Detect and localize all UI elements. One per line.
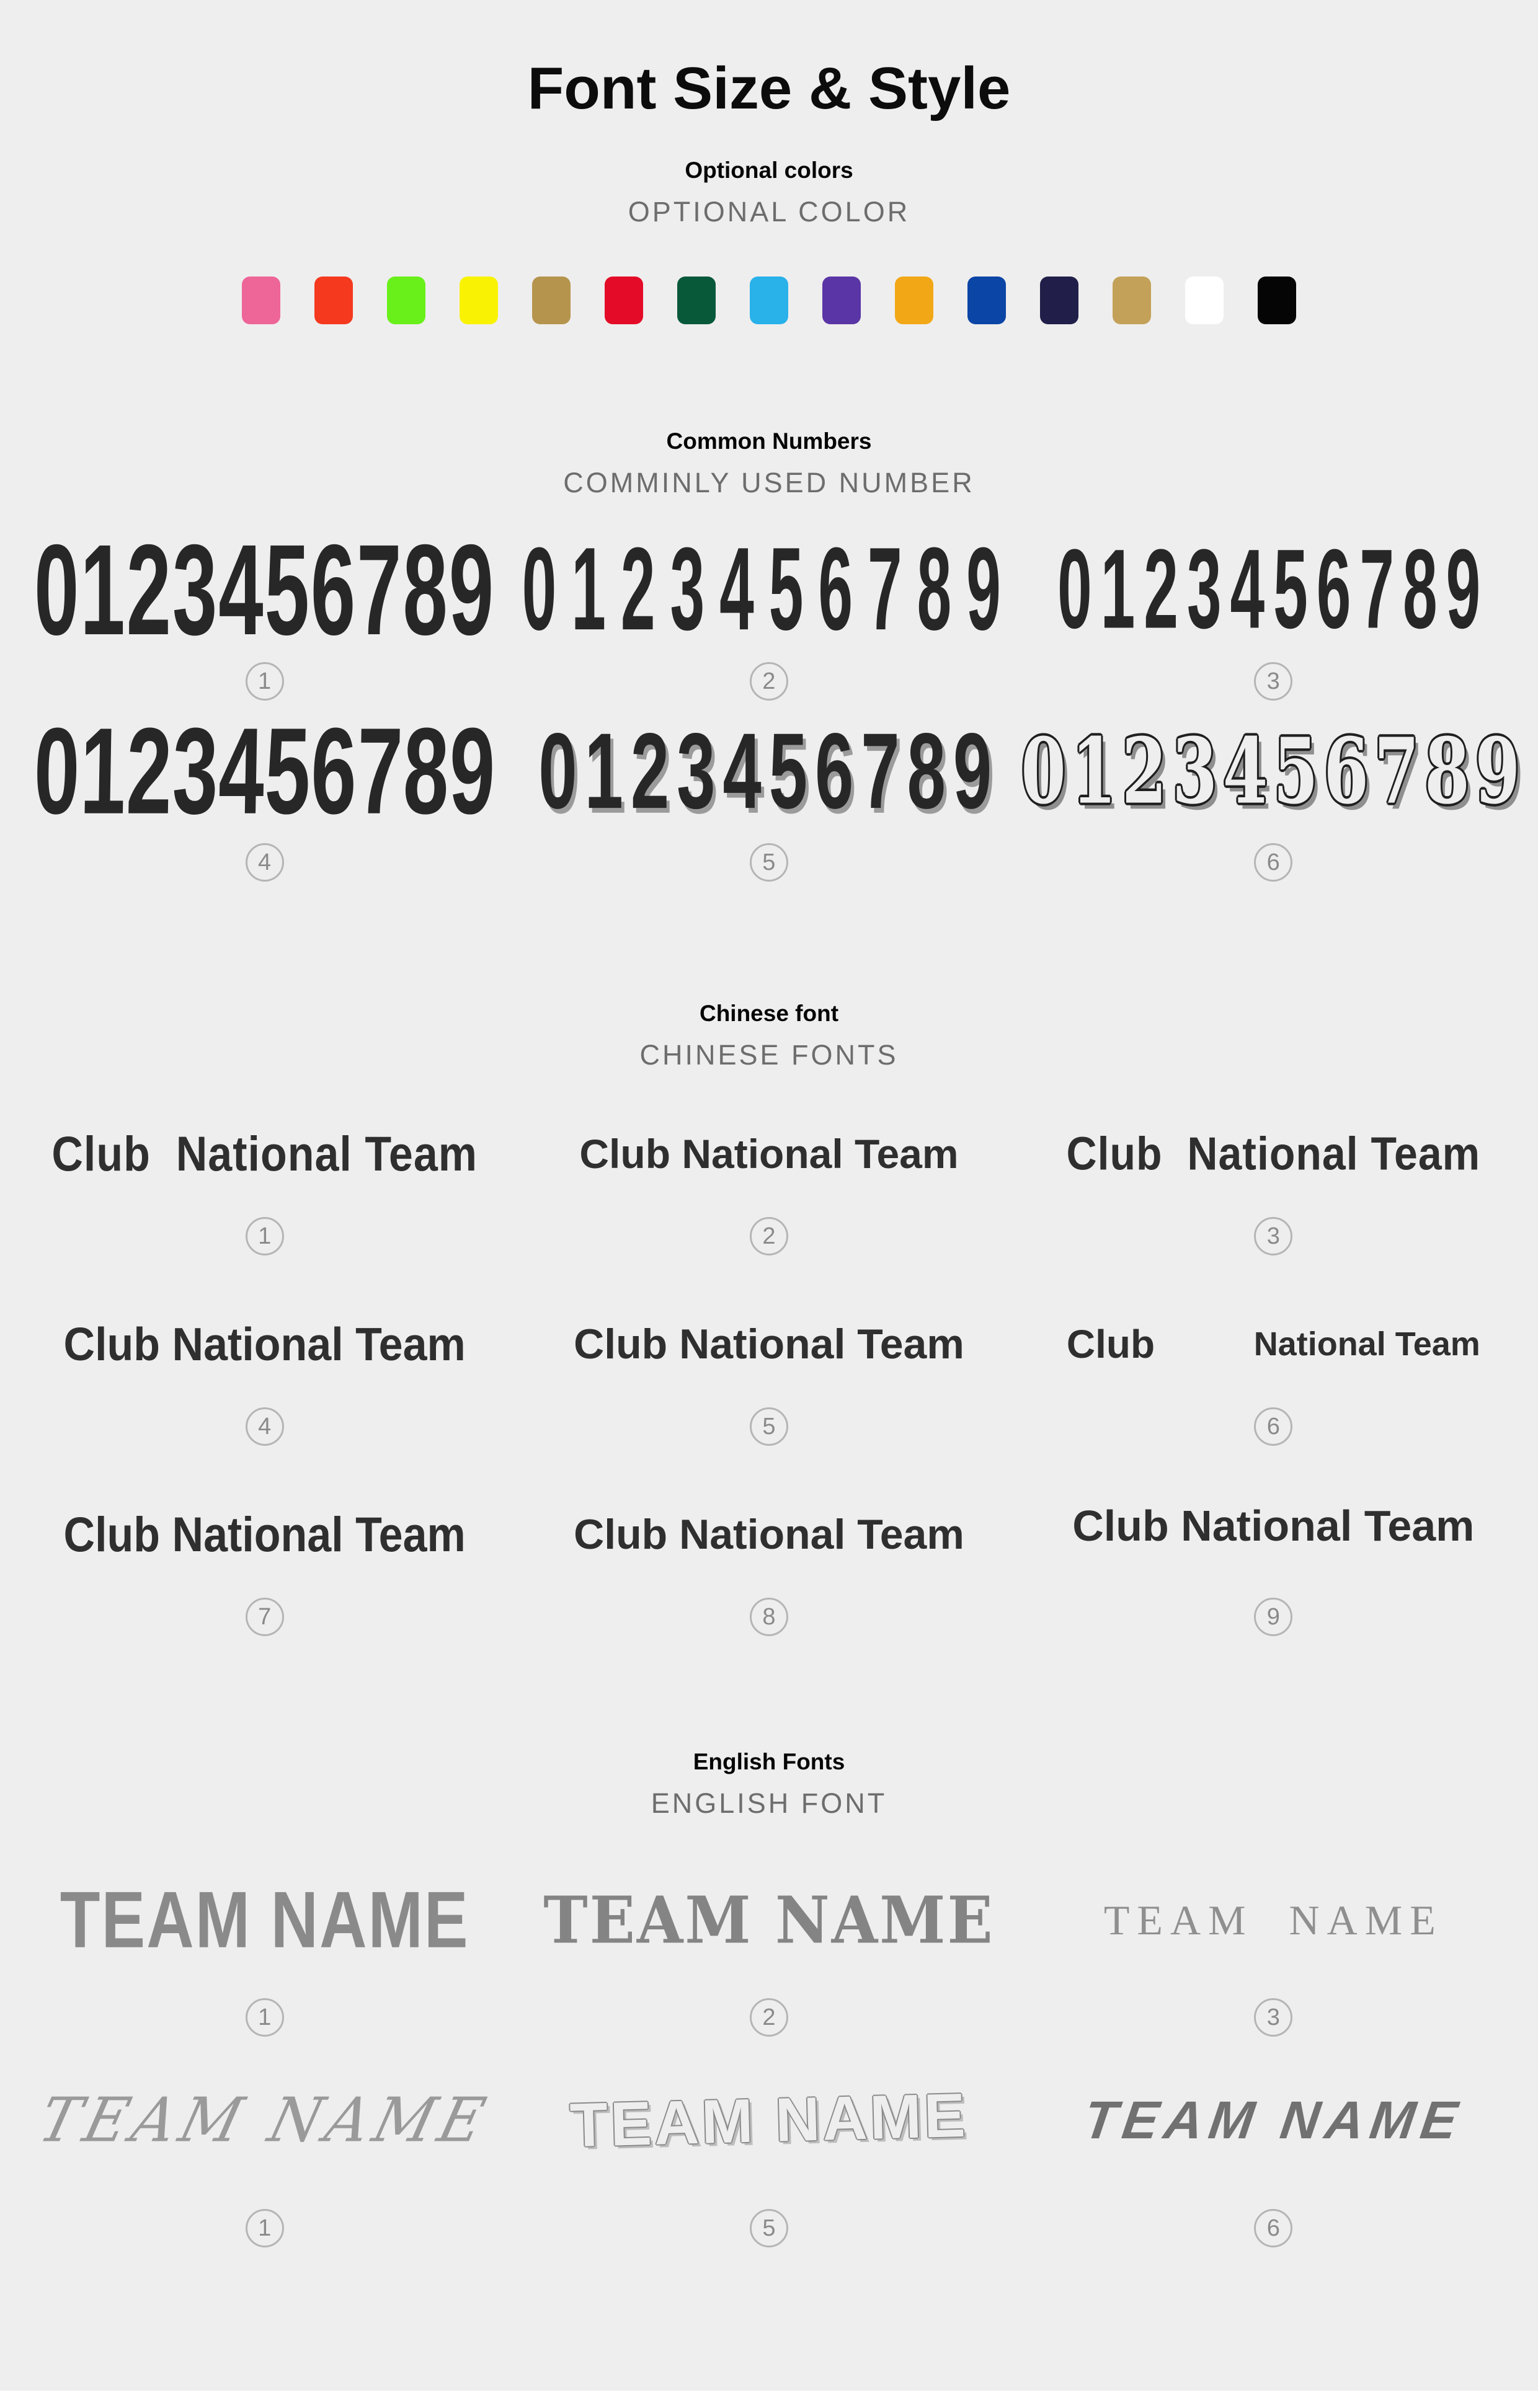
chinese-fonts-subheading: CHINESE FONTS	[639, 1039, 899, 1071]
style-index-badge: 3	[1254, 662, 1292, 701]
english-fonts-grid-row1	[12, 1872, 1526, 2037]
font-sample-box	[570, 2061, 968, 2179]
color-swatch-bright-green[interactable]	[387, 277, 425, 324]
style-index-badge: 3	[1254, 1998, 1292, 2037]
number-sample-box	[34, 517, 496, 662]
color-swatch-sky-blue[interactable]	[750, 277, 788, 324]
optional-colors-section	[0, 157, 1538, 324]
font-sample-text: Club National Team	[63, 1317, 466, 1370]
common-numbers-subheading: COMMINLY USED NUMBER	[563, 467, 975, 498]
number-sample: 0123456789	[522, 523, 1016, 655]
font-sample-text: TEAM NAME	[1080, 2090, 1467, 2150]
color-swatch-royal-blue[interactable]	[967, 277, 1006, 324]
font-sample-text-team: National Team	[1253, 1325, 1480, 1363]
chinese-font-option-1[interactable]	[12, 1118, 517, 1255]
style-index-badge: 7	[246, 1598, 284, 1636]
font-sample-box	[1021, 1118, 1526, 1189]
color-swatch-amber[interactable]	[895, 277, 933, 324]
font-sample-text: Club National Team	[63, 1507, 466, 1562]
font-sample-box	[517, 1308, 1021, 1379]
number-style-option-5[interactable]	[517, 710, 1021, 882]
style-index-badge: 1	[246, 1998, 284, 2037]
number-sample-box	[522, 523, 1016, 655]
english-font-option-5[interactable]	[517, 2061, 1021, 2247]
style-index-badge: 1	[246, 662, 284, 701]
english-font-option-3[interactable]	[1021, 1872, 1526, 2037]
style-index-badge: 5	[750, 2209, 788, 2247]
english-font-option-script[interactable]	[12, 2061, 517, 2247]
chinese-font-option-9[interactable]	[1021, 1498, 1526, 1636]
optional-colors-subheading: OPTIONAL COLOR	[628, 196, 910, 228]
style-index-badge: 4	[246, 843, 284, 882]
bottom-strip	[0, 2391, 1538, 2408]
font-sample-text: Club National Team	[579, 1130, 959, 1177]
english-fonts-grid-row2	[12, 2061, 1526, 2247]
style-index-badge: 6	[1254, 843, 1292, 882]
font-sample-text-club: Club	[1066, 1321, 1155, 1366]
number-style-option-4[interactable]	[12, 702, 517, 882]
style-index-badge: 1	[246, 2209, 284, 2247]
color-swatch-navy[interactable]	[1040, 277, 1078, 324]
font-sample-text: TEAM NAME	[1103, 1897, 1443, 1944]
color-swatch-row	[0, 277, 1538, 324]
chinese-font-option-5[interactable]	[517, 1308, 1021, 1446]
font-sample-box	[60, 1872, 469, 1968]
number-style-option-3[interactable]	[1021, 526, 1526, 701]
font-sample-text: TEAM NAME	[32, 2084, 497, 2156]
chinese-font-option-3[interactable]	[1021, 1118, 1526, 1255]
english-fonts-subheading: ENGLISH FONT	[651, 1787, 887, 1819]
number-sample: 0123456789	[538, 710, 1000, 831]
english-fonts-section	[0, 1749, 1538, 2247]
font-sample-text: Club National Team	[574, 1320, 964, 1368]
style-index-badge: 6	[1254, 2209, 1292, 2247]
chinese-font-option-2[interactable]	[517, 1118, 1021, 1255]
number-sample-box	[32, 702, 497, 839]
style-index-badge: 5	[750, 843, 788, 882]
number-styles-grid	[12, 517, 1526, 882]
chinese-font-option-8[interactable]	[517, 1498, 1021, 1636]
color-swatch-dark-green[interactable]	[677, 277, 716, 324]
optional-colors-heading: Optional colors	[685, 157, 853, 183]
font-sample-text: TEAM NAME	[569, 2080, 969, 2160]
font-sample-text: Club National Team	[574, 1510, 964, 1558]
chinese-font-option-7[interactable]	[12, 1498, 517, 1636]
number-sample: 0123456789	[32, 702, 497, 839]
style-index-badge: 6	[1254, 1407, 1292, 1446]
number-sample-box	[538, 710, 1000, 831]
style-index-badge: 5	[750, 1407, 788, 1446]
number-style-option-1[interactable]	[12, 517, 517, 701]
chinese-fonts-grid	[12, 1118, 1526, 1636]
number-style-option-2[interactable]	[517, 523, 1021, 701]
english-fonts-heading: English Fonts	[693, 1749, 845, 1774]
font-sample-box	[1104, 1872, 1443, 1968]
font-sample-text: Club National Team	[1066, 1127, 1481, 1180]
chinese-fonts-section	[0, 1001, 1538, 1636]
color-swatch-black[interactable]	[1258, 277, 1296, 324]
english-font-option-1[interactable]	[12, 1872, 517, 2037]
font-sample-text: Club National Team	[1072, 1501, 1475, 1550]
font-sample-text: Club National Team	[51, 1126, 478, 1181]
style-index-badge: 9	[1254, 1598, 1292, 1636]
number-sample: 0123456789	[1021, 717, 1526, 825]
color-swatch-white[interactable]	[1185, 277, 1224, 324]
style-index-badge: 3	[1254, 1217, 1292, 1255]
color-swatch-orange-red[interactable]	[314, 277, 353, 324]
style-index-badge: 2	[750, 1998, 788, 2037]
color-swatch-yellow[interactable]	[460, 277, 498, 324]
font-sample-box	[1021, 1498, 1526, 1570]
english-font-option-6[interactable]	[1021, 2061, 1526, 2247]
style-index-badge: 8	[750, 1598, 788, 1636]
font-sample-box	[32, 2061, 497, 2179]
page-title: Font Size & Style	[527, 55, 1011, 122]
chinese-font-option-6[interactable]	[1021, 1308, 1526, 1446]
color-swatch-dark-tan[interactable]	[532, 277, 571, 324]
font-sample-box	[12, 1308, 517, 1379]
font-sample-box	[517, 1118, 1021, 1189]
font-sample-box	[1080, 2061, 1467, 2179]
font-sample-box	[1067, 1308, 1480, 1379]
color-swatch-tan[interactable]	[1113, 277, 1151, 324]
font-sample-text: TEAM NAME	[543, 1882, 995, 1959]
font-sample-box	[517, 1498, 1021, 1570]
number-sample: 0123456789	[1057, 526, 1490, 653]
color-swatch-pink[interactable]	[242, 277, 280, 324]
font-sample-box	[12, 1118, 517, 1189]
number-sample: 0123456789	[34, 517, 496, 662]
style-index-badge: 4	[246, 1407, 284, 1446]
number-sample-box	[1021, 714, 1526, 827]
chinese-fonts-heading: Chinese font	[699, 1001, 839, 1026]
font-sample-box	[543, 1872, 994, 1968]
common-numbers-heading: Common Numbers	[666, 428, 872, 454]
chinese-font-option-4[interactable]	[12, 1308, 517, 1446]
style-index-badge: 2	[750, 662, 788, 701]
number-style-option-6[interactable]	[1021, 714, 1526, 882]
font-sample-text: TEAM NAME	[60, 1875, 469, 1965]
english-font-option-2[interactable]	[517, 1872, 1021, 2037]
common-numbers-section	[0, 428, 1538, 882]
style-index-badge: 1	[246, 1217, 284, 1255]
font-sample-box	[12, 1498, 517, 1570]
color-swatch-purple[interactable]	[822, 277, 861, 324]
color-swatch-red[interactable]	[605, 277, 643, 324]
style-index-badge: 2	[750, 1217, 788, 1255]
number-sample-box	[1057, 526, 1490, 653]
